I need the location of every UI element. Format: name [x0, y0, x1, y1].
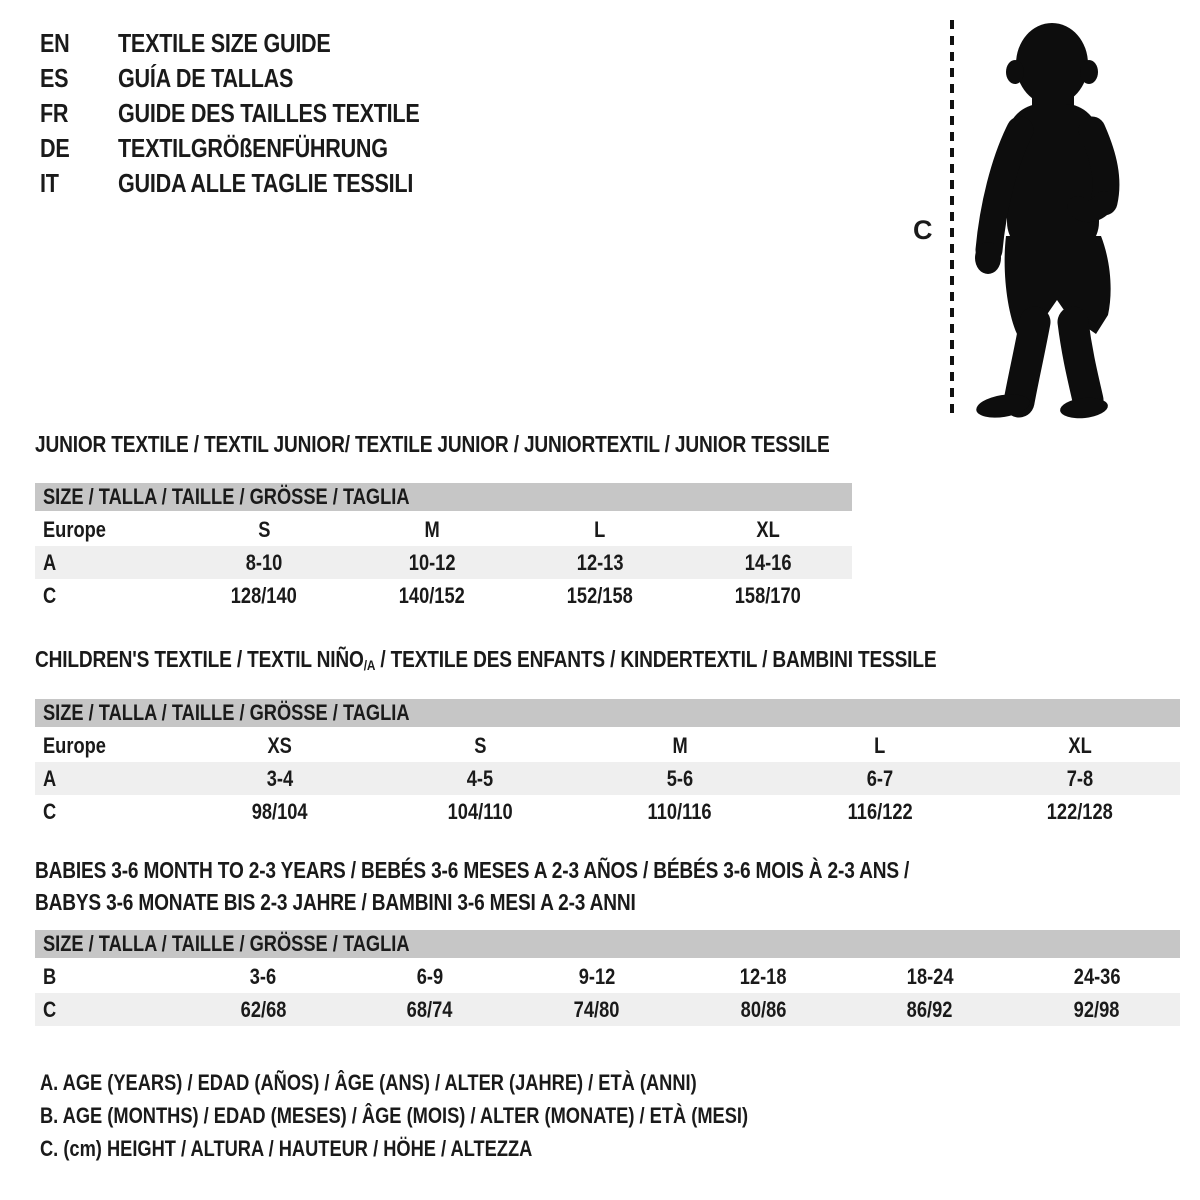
size-cell: S	[257, 516, 271, 542]
size-cell: 6-9	[416, 963, 444, 989]
language-title: GUÍA DE TALLAS	[118, 63, 294, 93]
size-cell: 116/122	[847, 798, 913, 824]
size-cell: 6-7	[866, 765, 894, 791]
table-row-europe	[35, 513, 852, 546]
language-code: FR	[40, 98, 69, 128]
size-cell: 7-8	[1066, 765, 1094, 791]
language-title-list	[40, 26, 481, 201]
children-size-table	[35, 699, 1180, 828]
footnote-b: B. AGE (MONTHS) / EDAD (MESES) / ÂGE (MOIS) / ALTER (MONATE) / ETÀ (MESI)	[40, 1103, 749, 1128]
table-row-c	[35, 795, 1180, 828]
section-title	[35, 854, 1180, 918]
size-cell: 110/116	[647, 798, 712, 824]
section-junior-textile	[35, 430, 852, 612]
size-cell: S	[473, 732, 487, 758]
size-cell: 128/140	[230, 582, 298, 608]
language-row-de	[40, 131, 481, 166]
row-label: C	[43, 582, 57, 608]
size-cell: 8-10	[245, 549, 283, 575]
size-cell: 80/86	[740, 996, 787, 1022]
size-cell: 98/104	[252, 798, 308, 824]
row-label: C	[43, 996, 57, 1022]
table-row-a	[35, 762, 1180, 795]
junior-size-table	[35, 483, 852, 612]
section-babies-textile	[35, 854, 1180, 1026]
size-cell: 9-12	[578, 963, 615, 989]
table-row-c	[35, 993, 1180, 1026]
size-cell: 3-4	[266, 765, 294, 791]
language-title: GUIDA ALLE TAGLIE TESSILI	[118, 168, 414, 198]
size-cell: M	[672, 732, 688, 758]
size-cell: 152/158	[566, 582, 634, 608]
height-measure-label: C	[913, 215, 933, 245]
size-cell: 18-24	[906, 963, 954, 989]
table-row-b	[35, 960, 1180, 993]
title-line-1: BABIES 3-6 MONTH TO 2-3 YEARS / BEBÉS 3-6 MESES A 2-3 AÑOS / BÉBÉS 3-6 MOIS À 2-3 ANS /	[35, 857, 910, 883]
size-cell: 14-16	[744, 549, 792, 575]
size-cell: 5-6	[666, 765, 694, 791]
size-cell: 10-12	[408, 549, 456, 575]
language-row-fr	[40, 96, 481, 131]
language-row-en	[40, 26, 481, 61]
table-row-europe	[35, 729, 1180, 762]
size-cell: L	[874, 732, 886, 758]
table-row-a	[35, 546, 852, 579]
size-cell: 12-18	[739, 963, 787, 989]
size-cell: 3-6	[250, 963, 277, 989]
table-row-c	[35, 579, 852, 612]
toddler-silhouette-svg	[900, 12, 1150, 424]
size-cell: 74/80	[573, 996, 620, 1022]
size-cell: 140/152	[398, 582, 466, 608]
language-title: TEXTILE SIZE GUIDE	[118, 28, 331, 58]
language-title: TEXTILGRÖßENFÜHRUNG	[118, 133, 388, 163]
title-subscript: /A	[363, 658, 376, 675]
size-cell: 104/110	[447, 798, 513, 824]
size-cell: 12-13	[576, 549, 624, 575]
language-code: IT	[40, 168, 59, 198]
title-suffix: / TEXTILE DES ENFANTS / KINDERTEXTIL / BAMBINI TESSILE	[375, 646, 937, 672]
language-code: EN	[40, 28, 70, 58]
section-title	[35, 645, 1180, 680]
language-code: DE	[40, 133, 70, 163]
size-cell: M	[424, 516, 440, 542]
size-cell: XL	[756, 516, 780, 542]
footnote-c: C. (cm) HEIGHT / ALTURA / HAUTEUR / HÖHE / ALTEZZA	[40, 1136, 533, 1161]
title-prefix: CHILDREN'S TEXTILE / TEXTIL NIÑO	[35, 646, 364, 672]
footnote-a: A. AGE (YEARS) / EDAD (AÑOS) / ÂGE (ANS) / ALTER (JAHRE) / ETÀ (ANNI)	[40, 1070, 697, 1095]
size-cell: XS	[267, 732, 293, 758]
size-header-band: SIZE / TALLA / TAILLE / GRÖSSE / TAGLIA	[35, 699, 1180, 729]
toddler-silhouette	[975, 23, 1111, 421]
language-row-es	[40, 61, 481, 96]
size-cell: L	[594, 516, 606, 542]
row-label: Europe	[43, 732, 106, 758]
size-cell: 158/170	[734, 582, 802, 608]
size-cell: 24-36	[1073, 963, 1121, 989]
title-line-2: BABYS 3-6 MONATE BIS 2-3 JAHRE / BAMBINI 3-6 MESI A 2-3 ANNI	[35, 889, 636, 915]
toddler-figure	[900, 12, 1150, 424]
section-title: JUNIOR TEXTILE / TEXTIL JUNIOR/ TEXTILE JUNIOR / JUNIORTEXTIL / JUNIOR TESSILE	[35, 431, 830, 457]
language-title: GUIDE DES TAILLES TEXTILE	[118, 98, 420, 128]
size-cell: 4-5	[466, 765, 494, 791]
size-cell: 122/128	[1046, 798, 1114, 824]
size-header-band: SIZE / TALLA / TAILLE / GRÖSSE / TAGLIA	[35, 483, 852, 513]
row-label: A	[43, 549, 57, 575]
size-cell: 68/74	[407, 996, 453, 1022]
row-label: C	[43, 798, 57, 824]
size-cell: 86/92	[907, 996, 953, 1022]
size-cell: 92/98	[1073, 996, 1120, 1022]
row-label: A	[43, 765, 57, 791]
language-code: ES	[40, 63, 69, 93]
size-cell: XL	[1068, 732, 1092, 758]
section-children-textile	[35, 645, 1180, 828]
row-label: Europe	[43, 516, 106, 542]
language-row-it	[40, 166, 481, 201]
row-label: B	[43, 963, 57, 989]
size-header-band: SIZE / TALLA / TAILLE / GRÖSSE / TAGLIA	[35, 930, 1180, 960]
size-cell: 62/68	[240, 996, 287, 1022]
footnote-legend	[40, 1066, 893, 1165]
babies-size-table	[35, 930, 1180, 1026]
